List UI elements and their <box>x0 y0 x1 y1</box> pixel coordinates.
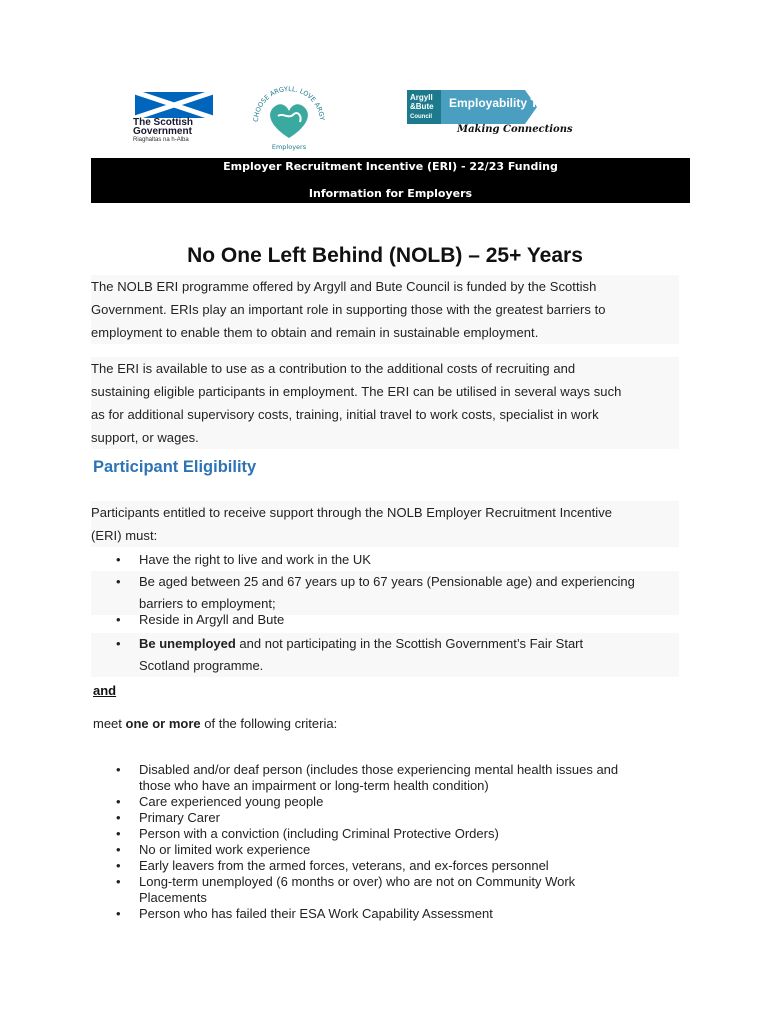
logo-line2: Government <box>133 126 192 137</box>
logo-line1: The Scottish <box>133 117 194 128</box>
argyll-bottom-text: Employers <box>271 143 307 151</box>
eligibility-lead: Participants entitled to receive support through the NOLB Employer Recruitment Incentive (ERI) must: <box>91 501 679 547</box>
list-item: • Early leavers from the armed forces, veterans, and ex-forces personnel <box>116 858 549 873</box>
heart-icon <box>250 86 328 152</box>
list-item: • Long-term unemployed (6 months or over) who are not on Community Work Placements <box>116 874 576 905</box>
section-heading: Participant Eligibility <box>93 458 257 476</box>
list-item: • Be aged between 25 and 67 years up to 67 years (Pensionable age) and experiencing barriers to employment; <box>91 571 679 615</box>
additional-criteria-list <box>91 762 691 922</box>
criteria-lead: meet one or more of the following criteria: <box>93 716 338 731</box>
saltire-flag-icon <box>135 92 213 118</box>
and-connector: and <box>93 683 117 698</box>
intro-paragraph-2: The ERI is available to use as a contribution to the additional costs of recruiting and sustaining eligible participants in employment. The ERI can be utilised in several ways such as for additional supervisory costs, training, initial travel to work costs, specialist in work support, or wages. <box>91 357 679 449</box>
scottish-government-logo <box>133 92 215 144</box>
banner-line1: Employer Recruitment Incentive (ERI) - 22/23 Funding <box>223 160 558 173</box>
employability-team-logo <box>405 88 573 140</box>
page-title: No One Left Behind (NOLB) – 25+ Years <box>187 244 583 267</box>
must-criteria-list <box>91 549 679 677</box>
intro-paragraph-1: The NOLB ERI programme offered by Argyll and Bute Council is funded by the Scottish Government. ERIs play an important role in supporting those with the greatest barriers to employment to enable them to obtain and remain in sustainable employment. <box>91 275 679 344</box>
list-item: • Be unemployed and not participating in the Scottish Government’s Fair Start Scotland programme. <box>91 633 679 677</box>
list-item: • No or limited work experience <box>116 842 311 857</box>
making-connections-text: Making Connections <box>457 124 573 135</box>
list-item: • Reside in Argyll and Bute <box>116 612 285 627</box>
header-banner <box>91 158 690 203</box>
employability-team-text: Employability Team <box>449 96 561 110</box>
list-item: • Have the right to live and work in the UK <box>116 552 371 567</box>
logo-line3: Riaghaltas na h-Alba <box>133 137 189 143</box>
list-item: • Primary Carer <box>116 810 220 825</box>
argyll-ring-text: CHOOSE ARGYLL. LOVE ARGY <box>251 86 326 123</box>
list-item: • Disabled and/or deaf person (includes those experiencing mental health issues and those who have an impairment or long-term health condition) <box>116 762 619 793</box>
banner-line2: Information for Employers <box>308 187 473 200</box>
list-item: • Person with a conviction (including Criminal Protective Orders) <box>116 826 499 841</box>
argyll-logo <box>250 86 328 152</box>
list-item: • Care experienced young people <box>116 794 324 809</box>
council-logo-box: Argyll &Bute Council <box>407 90 441 124</box>
list-item: • Person who has failed their ESA Work Capability Assessment <box>116 906 493 921</box>
